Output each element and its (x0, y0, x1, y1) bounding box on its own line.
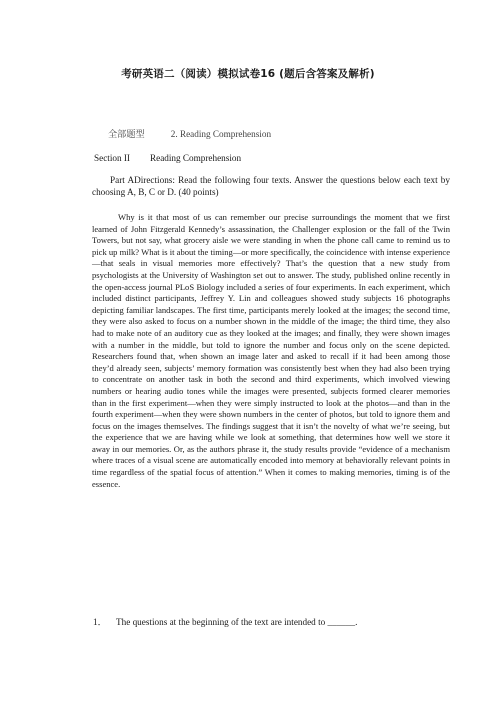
category-label: 全部题型 (108, 129, 145, 139)
question-1 (93, 614, 357, 628)
section-name: Reading Comprehension (149, 153, 242, 163)
question-text: The questions at the beginning of the text are intended to ______. (116, 617, 358, 627)
directions-text: Part ADirections: Read the following four texts. Answer the questions below each text by choosing A, B, C or D. (40 points) (92, 175, 450, 197)
question-category (108, 126, 271, 140)
category-value: 2. Reading Comprehension (170, 129, 272, 139)
section-label: Section II (94, 153, 130, 163)
section-heading (94, 153, 241, 163)
page-title: 考研英语二（阅读）模拟试卷16 (题后含答案及解析) (121, 68, 375, 80)
question-number: 1． (93, 617, 107, 627)
reading-passage: Why is it that most of us can remember our precise surroundings the moment that we first learned of John Fitzgerald Kennedy’s assassination, the Challenger explosion or the fall of the Twin Towers, but not say, what grocery aisle we were standing in when the phone call came to remind us to pick up milk? What is it about the timing—or more specifically, the coincidence with intense experience—that seals in visual memories more effectively? That’s the question that a new study from psychologists at the University of Washington set out to answer. The study, published online recently in the open-access journal PLoS Biology included a series of four experiments. In each experiment, which included distinct participants, Jeffrey Y. Lin and colleagues showed study subjects 16 photographs depicting familiar landscapes. The first time, participants merely looked at the images; the second time, they were also asked to focus on a number shown in the middle of the image; the third time, they also had to make note of an auditory cue as they looked at the images; and finally, they were shown images with a number in the middle, but told to ignore the number and focus only on the scene depicted. Researchers found that, when shown an image later and asked to recall if it had been among those they’d already seen, subjects’ memory formation was consistently best when they had also been trying to concentrate on another task in both the second and third experiments, which involved viewing numbers or hearing audio tones while the images were presented, subjects formed clearer memories than in the first experiment—when they were simply instructed to look at the photos—and than in the fourth experiment—when they were shown numbers in the center of photos, but told to ignore them and focus on the images themselves. The findings suggest that it isn’t the novelty of what we’re seeing, but the experience that we are having while we look at something, that determines how well we store it away in our memories. Or, as the authors phrase it, the study results provide “evidence of a mechanism where traces of a visual scene are automatically encoded into memory at behaviorally relevant points in time regardless of the spatial focus of attention.” When it comes to making memories, timing is of the essence. (92, 212, 450, 489)
